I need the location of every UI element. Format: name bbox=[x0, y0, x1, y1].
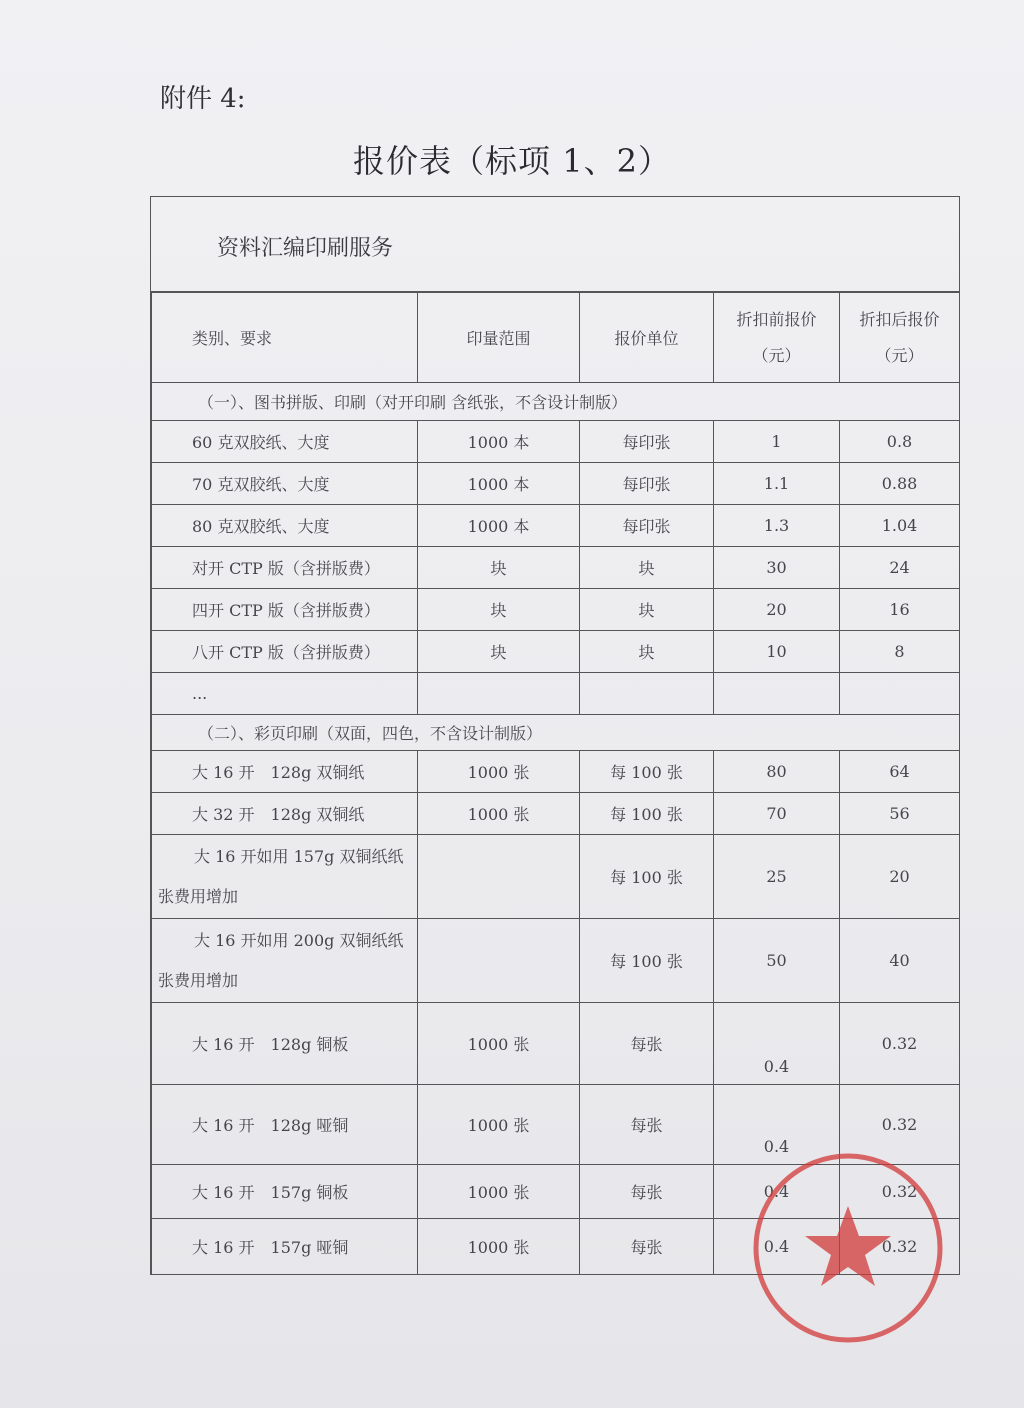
table-row bbox=[152, 751, 960, 793]
cell-range: 块 bbox=[418, 547, 580, 589]
header-after-label: 折扣后报价 bbox=[859, 309, 940, 329]
cell-after: 0.32 bbox=[840, 1219, 960, 1275]
cell-item-line2: 张费用增加 bbox=[158, 970, 239, 990]
table-row bbox=[152, 835, 960, 919]
cell-item bbox=[152, 835, 418, 919]
cell-range bbox=[418, 835, 580, 919]
cell-item: 大 16 开 157g 哑铜 bbox=[152, 1219, 418, 1275]
cell-unit: 每张 bbox=[580, 1219, 714, 1275]
section-1-title: （一）、图书拼版、印刷（对开印刷 含纸张，不含设计制版） bbox=[152, 383, 960, 421]
cell-item: 八开 CTP 版（含拼版费） bbox=[152, 631, 418, 673]
header-row bbox=[152, 293, 960, 383]
header-before-label: 折扣前报价 bbox=[736, 309, 817, 329]
cell-unit: 块 bbox=[580, 589, 714, 631]
cell-before: 0.4 bbox=[714, 1219, 840, 1275]
cell-unit: 每张 bbox=[580, 1085, 714, 1165]
cell-before: 1.3 bbox=[714, 505, 840, 547]
cell-range: 1000 本 bbox=[418, 463, 580, 505]
quotation-table bbox=[150, 196, 960, 1275]
header-before-unit: （元） bbox=[752, 345, 801, 365]
cell-range bbox=[418, 919, 580, 1003]
cell-range: 1000 张 bbox=[418, 1003, 580, 1085]
page-title: 报价表（标项 1、2） bbox=[353, 142, 671, 180]
cell-before: 0.4 bbox=[714, 1003, 840, 1085]
table-row bbox=[152, 505, 960, 547]
cell-after: 56 bbox=[840, 793, 960, 835]
cell-unit: 每张 bbox=[580, 1165, 714, 1219]
header-before bbox=[714, 293, 840, 383]
cell-range: 1000 张 bbox=[418, 1219, 580, 1275]
cell-item: 80 克双胶纸、大度 bbox=[152, 505, 418, 547]
cell-before: 0.4 bbox=[714, 1085, 840, 1165]
cell-before: 20 bbox=[714, 589, 840, 631]
cell-unit: 每印张 bbox=[580, 463, 714, 505]
cell-ellipsis: ... bbox=[152, 673, 418, 715]
table-row bbox=[152, 631, 960, 673]
attachment-label: 附件 4: bbox=[160, 84, 246, 114]
cell-item: 70 克双胶纸、大度 bbox=[152, 463, 418, 505]
cell-item bbox=[152, 919, 418, 1003]
cell-before: 30 bbox=[714, 547, 840, 589]
cell-item: 大 16 开 128g 哑铜 bbox=[152, 1085, 418, 1165]
header-unit: 报价单位 bbox=[580, 293, 714, 383]
cell-item-line1: 大 16 开如用 200g 双铜纸纸 bbox=[194, 930, 404, 950]
table-row bbox=[152, 421, 960, 463]
table-row bbox=[152, 589, 960, 631]
cell-before: 10 bbox=[714, 631, 840, 673]
cell-unit: 每张 bbox=[580, 1003, 714, 1085]
cell-empty bbox=[840, 673, 960, 715]
cell-after: 0.32 bbox=[840, 1165, 960, 1219]
table-row bbox=[152, 463, 960, 505]
cell-range: 块 bbox=[418, 589, 580, 631]
table-row bbox=[152, 793, 960, 835]
cell-item: 大 16 开 157g 铜板 bbox=[152, 1165, 418, 1219]
cell-after: 0.8 bbox=[840, 421, 960, 463]
header-after-unit: （元） bbox=[875, 345, 924, 365]
cell-item: 大 32 开 128g 双铜纸 bbox=[152, 793, 418, 835]
cell-after: 8 bbox=[840, 631, 960, 673]
cell-range: 1000 张 bbox=[418, 793, 580, 835]
section-row bbox=[152, 715, 960, 751]
header-range: 印量范围 bbox=[418, 293, 580, 383]
cell-after: 24 bbox=[840, 547, 960, 589]
section-row bbox=[152, 383, 960, 421]
cell-unit: 块 bbox=[580, 547, 714, 589]
cell-before: 80 bbox=[714, 751, 840, 793]
header-category: 类别、要求 bbox=[152, 293, 418, 383]
cell-item: 60 克双胶纸、大度 bbox=[152, 421, 418, 463]
seal-star-icon bbox=[805, 1206, 891, 1286]
cell-after: 20 bbox=[840, 835, 960, 919]
cell-item-line1: 大 16 开如用 157g 双铜纸纸 bbox=[194, 846, 404, 866]
cell-item: 大 16 开 128g 铜板 bbox=[152, 1003, 418, 1085]
cell-before: 70 bbox=[714, 793, 840, 835]
table-row bbox=[152, 1003, 960, 1085]
table-row bbox=[152, 547, 960, 589]
table-row bbox=[152, 673, 960, 715]
price-table bbox=[151, 292, 960, 1275]
cell-before: 25 bbox=[714, 835, 840, 919]
cell-unit: 每 100 张 bbox=[580, 793, 714, 835]
cell-after: 40 bbox=[840, 919, 960, 1003]
cell-range: 1000 张 bbox=[418, 1085, 580, 1165]
cell-empty bbox=[580, 673, 714, 715]
service-title: 资料汇编印刷服务 bbox=[217, 236, 394, 261]
cell-after: 0.32 bbox=[840, 1085, 960, 1165]
cell-item: 大 16 开 128g 双铜纸 bbox=[152, 751, 418, 793]
cell-range: 块 bbox=[418, 631, 580, 673]
cell-before: 0.4 bbox=[714, 1165, 840, 1219]
cell-after: 1.04 bbox=[840, 505, 960, 547]
cell-after: 0.88 bbox=[840, 463, 960, 505]
cell-unit: 每 100 张 bbox=[580, 835, 714, 919]
cell-unit: 每印张 bbox=[580, 505, 714, 547]
cell-unit: 每 100 张 bbox=[580, 751, 714, 793]
cell-before: 1.1 bbox=[714, 463, 840, 505]
cell-item-line2: 张费用增加 bbox=[158, 886, 239, 906]
cell-range: 1000 张 bbox=[418, 751, 580, 793]
cell-unit: 块 bbox=[580, 631, 714, 673]
cell-range: 1000 本 bbox=[418, 505, 580, 547]
section-2-title: （二）、彩页印刷（双面，四色，不含设计制版） bbox=[152, 715, 960, 751]
cell-empty bbox=[714, 673, 840, 715]
cell-after: 0.32 bbox=[840, 1003, 960, 1085]
cell-range: 1000 本 bbox=[418, 421, 580, 463]
cell-before: 1 bbox=[714, 421, 840, 463]
header-after bbox=[840, 293, 960, 383]
cell-item: 四开 CTP 版（含拼版费） bbox=[152, 589, 418, 631]
company-seal bbox=[748, 1148, 948, 1348]
cell-empty bbox=[418, 673, 580, 715]
cell-before: 50 bbox=[714, 919, 840, 1003]
cell-after: 16 bbox=[840, 589, 960, 631]
cell-unit: 每印张 bbox=[580, 421, 714, 463]
table-row bbox=[152, 919, 960, 1003]
cell-unit: 每 100 张 bbox=[580, 919, 714, 1003]
cell-range: 1000 张 bbox=[418, 1165, 580, 1219]
cell-after: 64 bbox=[840, 751, 960, 793]
service-title-row bbox=[151, 196, 959, 292]
cell-item: 对开 CTP 版（含拼版费） bbox=[152, 547, 418, 589]
